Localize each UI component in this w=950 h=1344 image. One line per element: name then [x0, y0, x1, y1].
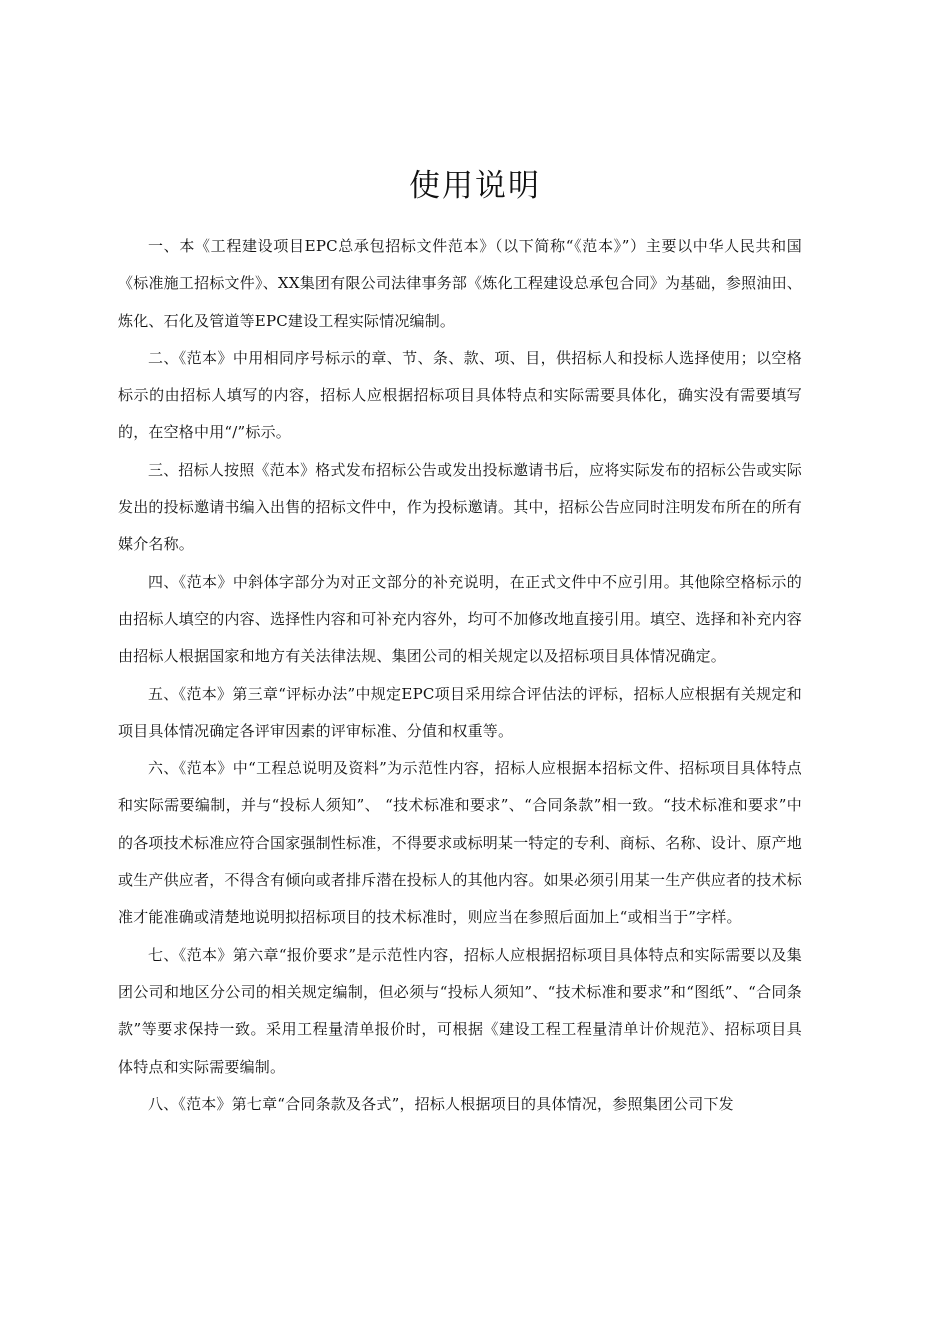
paragraph-1: 一、本《工程建设项目EPC总承包招标文件范本》（以下简称“《范本》”）主要以中华人民共和国《标准施工招标文件》、XX集团有限公司法律事务部《炼化工程建设总承包合同》为基础，参照油田、炼化、石化及管道等EPC建设工程实际情况编制。 — [118, 237, 802, 330]
paragraph-7: 七、《范本》第六章“报价要求”是示范性内容，招标人应根据招标项目具体特点和实际需要以及集团公司和地区分公司的相关规定编制，但必须与“投标人须知”、“技术标准和要求”和“图纸”、“合同条款”等要求保持一致。采用工程量清单报价时，可根据《建设工程工程量清单计价规范》、招标项目具体特点和实际需要编制。 — [118, 945, 802, 1076]
paragraph-3: 三、招标人按照《范本》格式发布招标公告或发出投标邀请书后，应将实际发布的招标公告或实际发出的投标邀请书编入出售的招标文件中，作为投标邀请。其中，招标公告应同时注明发布所在的所有媒介名称。 — [118, 460, 803, 554]
paragraph-5: 五、《范本》第三章“评标办法”中规定EPC项目采用综合评估法的评标，招标人应根据有关规定和项目具体情况确定各评审因素的评审标准、分值和权重等。 — [118, 684, 802, 740]
paragraph-6: 六、《范本》中“工程总说明及资料”为示范性内容，招标人应根据本招标文件、招标项目具体特点和实际需要编制，并与“投标人须知”、 “技术标准和要求”、“合同条款”相一致。“技术标准和要求”中的各项技术标准应符合国家强制性标准，不得要求或标明某一特定的专利、商标、名称、设计、原产地或生产供应者，不得含有倾向或者排斥潜在投标人的其他内容。如果必须引用某一生产供应者的技术标准才能准确或清楚地说明拟招标项目的技术标准时，则应当在参照后面加上“或相当于”字样。 — [118, 759, 803, 927]
paragraph-4: 四、《范本》中斜体字部分为对正文部分的补充说明，在正式文件中不应引用。其他除空格标示的由招标人填空的内容、选择性内容和可补充内容外，均可不加修改地直接引用。填空、选择和补充内容由招标人根据国家和地方有关法律法规、集团公司的相关规定以及招标项目具体情况确定。 — [118, 572, 803, 666]
paragraph-2: 二、《范本》中用相同序号标示的章、节、条、款、项、目，供招标人和投标人选择使用；以空格标示的由招标人填写的内容，招标人应根据招标项目具体特点和实际需要具体化，确实没有需要填写的，在空格中用“/”标示。 — [118, 348, 802, 442]
page-title: 使用说明 — [409, 168, 541, 204]
instructions-body — [118, 228, 802, 1123]
paragraph-8: 八、《范本》第七章“合同条款及各式”，招标人根据项目的具体情况，参照集团公司下发 — [148, 1094, 734, 1113]
